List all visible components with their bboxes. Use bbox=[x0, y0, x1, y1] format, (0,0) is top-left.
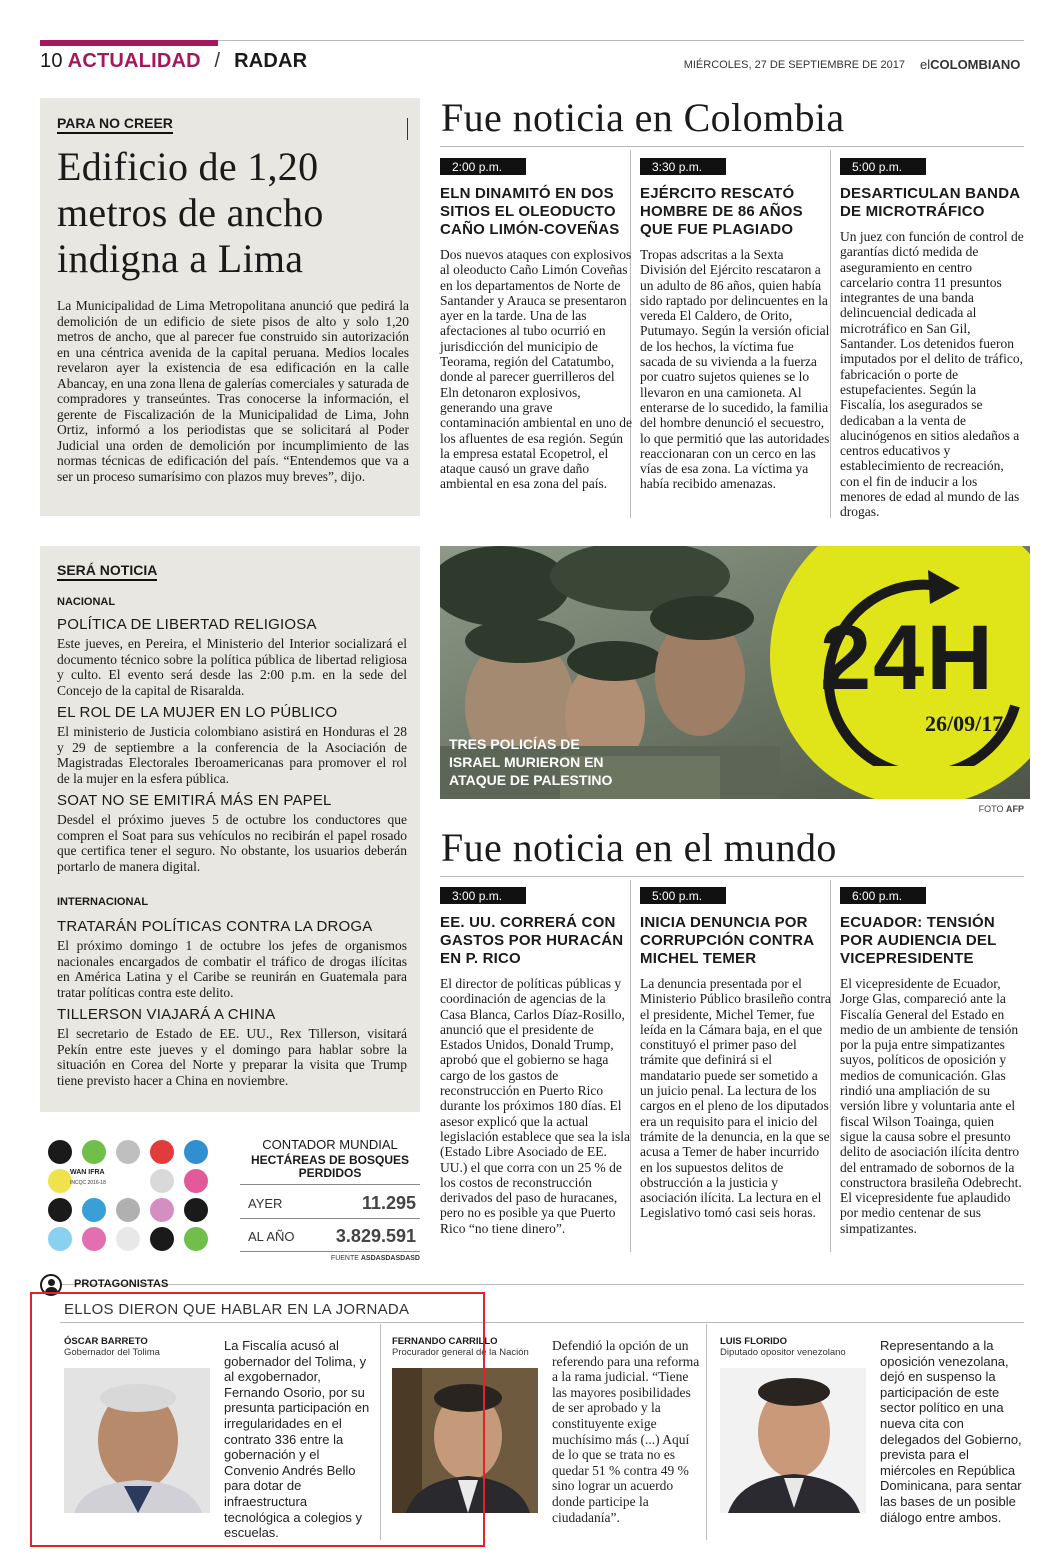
agenda-title: TILLERSON VIAJARÁ A CHINA bbox=[57, 1006, 276, 1023]
news-time: 2:00 p.m. bbox=[440, 158, 526, 175]
protagonistas-vrule-2 bbox=[706, 1324, 707, 1540]
agenda-title: EL ROL DE LA MUJER EN LO PÚBLICO bbox=[57, 704, 338, 721]
nacional-label: NACIONAL bbox=[57, 596, 116, 608]
protagonist-name: ÓSCAR BARRETO bbox=[64, 1336, 148, 1347]
news-body: Un juez con función de control de garantías dictó medida de aseguramiento en centro carcelario contra 11 presuntos integrantes de una banda delincuencial dedicada al microtráfico en San Gil, Santander. Los detenidos fueron imputados por el delito de tráfico, fabricación o porte de estupefacientes. Según la Fiscalía, los asegurados se dedicaban a la venta de alucinógenos en sitios aledaños a centros educativos y establecimiento de recreación, con el fin de inducir a los menores de edad al mundo de las drogas. bbox=[840, 229, 1024, 520]
counter-label: AL AÑO bbox=[248, 1229, 295, 1244]
color-swatch bbox=[184, 1169, 208, 1193]
news-headline: EJÉRCITO RESCATÓ HOMBRE DE 86 AÑOS QUE FUE PLAGIADO bbox=[640, 185, 803, 238]
news-body: La denuncia presentada por el Ministerio Público brasileño contra el presidente, Michel Temer, fue leída en la Cámara baja, en el que constituyó el primer paso del trámite que definirá si el mandatario puede ser sometido a un juicio penal. La lectura de los cargos en el pleno de los diputados era un requisito para el inicio del trámite de la denuncia, en la que se acusa a Temer de haber incurrido en los supuestos delitos de obstrucción a la justicia y asociación ilícita. La lectura en el Legislativo tomó casi seis horas. bbox=[640, 976, 831, 1221]
newspaper-brand bbox=[920, 57, 1020, 72]
subsection-name: RADAR bbox=[234, 50, 308, 72]
credit-source: AFP bbox=[1006, 804, 1024, 814]
counter-source bbox=[240, 1255, 420, 1262]
mundo-item-1 bbox=[440, 887, 632, 1236]
news-time: 6:00 p.m. bbox=[840, 887, 926, 904]
news-headline: ELN DINAMITÓ EN DOS SITIOS EL OLEODUCTO CAÑO LIMÓN-COVEÑAS bbox=[440, 185, 620, 238]
counter-source-name: ASDASDASDASD bbox=[360, 1255, 420, 1262]
color-swatch bbox=[184, 1227, 208, 1251]
color-swatch bbox=[184, 1198, 208, 1222]
colombia-title-rule bbox=[440, 146, 1024, 147]
page-number: 10 bbox=[40, 50, 63, 72]
agenda-body: Este jueves, en Pereira, el Ministerio del Interior socializará el documento técnico sobre la política pública de libertad religiosa y culto. El evento será desde las 2:00 p.m. en la sede del Concejo de la capital de Risaralda. bbox=[57, 636, 407, 698]
protagonist-photo bbox=[720, 1368, 866, 1513]
news-headline: EE. UU. CORRERÁ CON GASTOS POR HURACÁN EN P. RICO bbox=[440, 914, 624, 967]
color-swatch bbox=[184, 1140, 208, 1164]
agenda-body: El secretario de Estado de EE. UU., Rex Tillerson, visitará Pekín entre este jueves y el domingo para hablar sobre la situación en Corea del Norte y preparar la visita que Trump tiene previsto hacer a China en noviembre. bbox=[57, 1026, 407, 1088]
counter-subtitle-1: HECTÁREAS DE BOSQUES bbox=[250, 1153, 410, 1167]
agenda-item bbox=[57, 704, 407, 786]
color-swatch bbox=[150, 1227, 174, 1251]
news-body: Tropas adscritas a la Sexta División del Ejército rescataron a un adulto de 86 años, quien había sido raptado por delincuentes en la vereda El Caldero, de Orito, Putumayo. Según la versión oficial de los hechos, la víctima fue sacada de su vivienda a la fuerza por cuatro sujetos quienes se lo llevaron en una camioneta. Al enterarse de lo sucedido, la familia del hombre denunció el secuestro, lo que permitió que las autoridades reaccionaran con un cerco en las vías de esa zona. La víctima ya había recibido amenazas. bbox=[640, 247, 830, 492]
wan-ifra-logo: WAN IFRA bbox=[70, 1169, 105, 1176]
counter-label: AYER bbox=[248, 1196, 283, 1211]
news-body: Dos nuevos ataques con explosivos al oleoducto Caño Limón Coveñas en los departamentos de Norte de Santander y Arauca se presentaron ayer en la tarde. Una de las afectaciones al tubo ocurrió en jurisdicción del municipio de Teorama, región del Catatumbo, donde al parecer guerrilleros del Eln detonaron explosivos, generando una grave contaminación ambiental en uno de los afluentes de esa región. Según la empresa estatal Ecopetrol, el ataque causó un grave daño ambiental en esa zona del país. bbox=[440, 247, 632, 492]
protagonist-role: Diputado opositor venezolano bbox=[720, 1347, 846, 1358]
news-time: 3:30 p.m. bbox=[640, 158, 726, 175]
mundo-item-3 bbox=[840, 887, 1024, 1236]
sera-noticia-label: SERÁ NOTICIA bbox=[57, 562, 157, 581]
counter-subtitle-2: PERDIDOS bbox=[298, 1166, 362, 1180]
news-headline: DESARTICULAN BANDA DE MICROTRÁFICO bbox=[840, 185, 1020, 220]
protagonist-text: Defendió la opción de un referendo para una reforma a la rama judicial. “Tiene las mayores posibilidades de ser aprobado y la constituyente exige muchísimo más (...) Aquí de lo que se trata no es quedar 51 % contra 49 % sino lograr un acuerdo donde participe la ciudadanía”. bbox=[552, 1338, 700, 1525]
24h-badge-date: 26/09/17 bbox=[925, 711, 1004, 736]
section-header bbox=[40, 50, 307, 73]
color-swatch bbox=[116, 1140, 140, 1164]
color-swatch bbox=[82, 1227, 106, 1251]
counter-value: 11.295 bbox=[361, 1193, 416, 1213]
internacional-label: INTERNACIONAL bbox=[57, 896, 149, 908]
para-no-creer-label: PARA NO CREER bbox=[57, 115, 173, 134]
counter-row bbox=[240, 1218, 420, 1252]
color-swatch bbox=[48, 1227, 72, 1251]
counter-title: CONTADOR MUNDIAL bbox=[262, 1137, 398, 1152]
color-calibration-bar bbox=[48, 1140, 220, 1252]
protagonist-role: Procurador general de la Nación bbox=[392, 1347, 529, 1358]
section-separator: / bbox=[214, 50, 221, 72]
protagonist-card bbox=[720, 1336, 870, 1358]
sera-noticia-content bbox=[57, 596, 407, 1088]
section-name: ACTUALIDAD bbox=[67, 50, 201, 72]
contador-mundial bbox=[240, 1138, 420, 1266]
sera-noticia-label-wrap bbox=[57, 562, 407, 581]
news-time: 3:00 p.m. bbox=[440, 887, 526, 904]
mundo-title-rule bbox=[440, 876, 1024, 877]
colombia-item-1 bbox=[440, 158, 632, 492]
photo-caption bbox=[449, 735, 612, 789]
mundo-section-title: Fue noticia en el mundo bbox=[441, 825, 837, 870]
credit-prefix: FOTO bbox=[978, 804, 1004, 814]
wan-ifra-sub: INCQC 2016-18 bbox=[70, 1180, 106, 1186]
protagonistas-rule bbox=[40, 1284, 1024, 1285]
color-swatch bbox=[48, 1169, 72, 1193]
issue-date: MIÉRCOLES, 27 DE SEPTIEMBRE DE 2017 bbox=[683, 59, 905, 71]
color-swatch bbox=[82, 1140, 106, 1164]
color-swatch bbox=[48, 1198, 72, 1222]
protagonist-text: La Fiscalía acusó al gobernador del Tolima, y al exgobernador, Fernando Osorio, por su presunta participación en irregularidades en el contrato 336 entre la gobernación y el Convenio Andrés Bello para dotar de infraestructura tecnológica a colegios y escuelas. bbox=[224, 1338, 370, 1541]
agenda-item bbox=[57, 616, 407, 698]
agenda-item bbox=[57, 918, 407, 1000]
agenda-title: TRATARÁN POLÍTICAS CONTRA LA DROGA bbox=[57, 918, 373, 935]
protagonist-text: Representando a la oposición venezolana, dejó en suspenso la participación de este sector político en una nueva cita con delegados del Gobierno, prevista para el miércoles en República Dominicana, para sentar las bases de un posible diálogo entre ambos. bbox=[880, 1338, 1022, 1525]
protagonistas-heading: ELLOS DIERON QUE HABLAR EN LA JORNADA bbox=[64, 1301, 410, 1318]
agenda-body: El próximo domingo 1 de octubre los jefes de organismos nacionales encargados de combatir el tráfico de drogas ilícitas en América Latina y el Caribe se reunirán en Guatemala para tratar políticas contra este delito. bbox=[57, 938, 407, 1000]
section-accent-bar bbox=[40, 40, 218, 46]
brand-prefix: el bbox=[920, 57, 931, 72]
protagonist-role: Gobernador del Tolima bbox=[64, 1347, 160, 1358]
news-headline: INICIA DENUNCIA POR CORRUPCIÓN CONTRA MICHEL TEMER bbox=[640, 914, 814, 967]
color-swatch bbox=[48, 1140, 72, 1164]
brand-name: COLOMBIANO bbox=[930, 57, 1021, 72]
agenda-body: El ministerio de Justicia colombiano asistirá en Honduras el 28 y 29 de septiembre a la conferencia de la Asociación de Magistradas Electorales Iberoamericanas para promover el rol de la mujer en la esfera pública. bbox=[57, 724, 407, 786]
news-time: 5:00 p.m. bbox=[640, 887, 726, 904]
news-time: 5:00 p.m. bbox=[840, 158, 926, 175]
caption-line: TRES POLICÍAS DE bbox=[449, 736, 580, 752]
colombia-item-3 bbox=[840, 158, 1024, 520]
color-swatch bbox=[150, 1169, 174, 1193]
protagonist-name: LUIS FLORIDO bbox=[720, 1336, 788, 1347]
colombia-section-title: Fue noticia en Colombia bbox=[441, 95, 845, 140]
protagonistas-label: PROTAGONISTAS bbox=[74, 1278, 169, 1290]
highlight-box bbox=[30, 1292, 485, 1547]
color-swatch bbox=[116, 1227, 140, 1251]
agenda-body: Desdel el próximo jueves 5 de octubre los conductores que compren el Soat para sus vehículos no recibirán el papel rosado que certifica tener el seguro. No obstante, los usuarios deberán portarlo de manera digital. bbox=[57, 812, 407, 874]
photo-credit bbox=[940, 804, 1024, 814]
para-no-creer-label-wrap bbox=[57, 115, 407, 134]
agenda-item bbox=[57, 1006, 407, 1088]
counter-source-prefix: FUENTE bbox=[330, 1255, 359, 1262]
agenda-title: SOAT NO SE EMITIRÁ MÁS EN PAPEL bbox=[57, 792, 332, 809]
protagonist-name: FERNANDO CARRILLO bbox=[392, 1336, 498, 1347]
para-no-creer-title: Edificio de 1,20 metros de ancho indigna a Lima bbox=[57, 144, 324, 281]
color-swatch bbox=[116, 1198, 140, 1222]
news-headline: ECUADOR: TENSIÓN POR AUDIENCIA DEL VICEPRESIDENTE bbox=[840, 914, 997, 967]
mundo-item-2 bbox=[640, 887, 832, 1221]
caption-line: ISRAEL MURIERON EN bbox=[449, 754, 604, 770]
color-swatch bbox=[150, 1198, 174, 1222]
news-body: El vicepresidente de Ecuador, Jorge Glas, compareció ante la Fiscalía General del Estado en medio de un ambiente de tensión por la puja entre simpatizantes suyos, políticos de oposición y medios de comunicación. Glas rindió una ampliación de su versión libre y voluntaria ante el fiscal Wilson Toainga, quien sigue la causa sobre el presunto delito de asociación ilícita dentro del entramado de sobornos de la constructora brasileña Odebrecht. El vicepresidente fue aplaudido por medio centenar de sus simpatizantes. bbox=[840, 976, 1022, 1236]
caption-line: ATAQUE DE PALESTINO bbox=[449, 772, 613, 788]
agenda-title: POLÍTICA DE LIBERTAD RELIGIOSA bbox=[57, 616, 317, 633]
counter-value: 3.829.591 bbox=[335, 1226, 416, 1246]
para-no-creer-body: La Municipalidad de Lima Metropolitana anunció que pedirá la demolición de un edificio de siete pisos de alto y solo 1,20 metros de ancho, que al parecer fue construido sin autorización en una céntrica avenida de la capital peruana. Medios locales revelaron ayer la existencia de esa edificación en la calle Abancay, en una zona llena de galerías comerciales y saturada de compradores y transeúntes. Tras conocerse la información, el gerente de Fiscalización de la Municipalidad de Lima, John Ortiz, informó a los periodistas que se solicitará al Poder Judicial una orden de demolición por incumplimiento de las normas técnicas de edificación del país. “Entendemos que va a ser un proceso sumarísimo con plazos muy breves”, dijo. bbox=[57, 298, 409, 484]
colombia-item-2 bbox=[640, 158, 832, 492]
news-body: El director de políticas públicas y coordinación de agencias de la Casa Blanca, Carlos Díaz-Rosillo, anunció que el presidente de Estados Unidos, Donald Trump, aprobó que el gobierno se haga cargo de los gastos de reconstrucción en Puerto Rico durante los próximos 180 días. El asesor explicó que la actual legislación establece que sea la isla (Estado Libre Asociado de EE. UU.) el que corra con un 25 % de los costos de reconstrucción derivados del paso de huracanes, pero no es posible ya que Puerto Rico “no tiene dinero”. bbox=[440, 976, 631, 1236]
agenda-item bbox=[57, 792, 407, 874]
counter-row bbox=[240, 1184, 420, 1218]
para-no-creer-rule bbox=[407, 118, 408, 140]
color-swatch bbox=[82, 1198, 106, 1222]
24h-badge-text: 24H bbox=[820, 607, 995, 709]
color-swatch bbox=[150, 1140, 174, 1164]
